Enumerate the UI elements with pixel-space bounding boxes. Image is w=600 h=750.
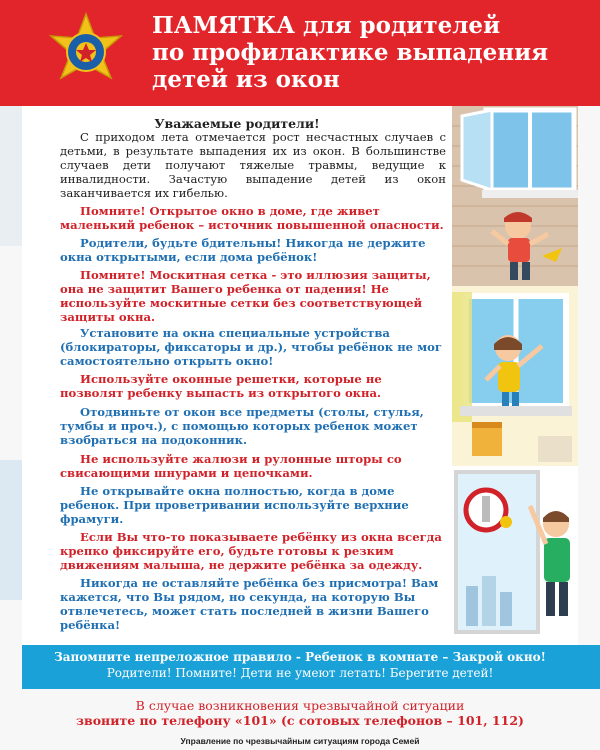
title-line-1: ПАМЯТКА для родителей	[152, 12, 501, 39]
window-lock-and-child-icon	[452, 466, 578, 645]
right-page-edge-red	[578, 0, 600, 106]
advice-paragraph-2: Родители, будьте бдительны! Никогда не держите окна открытыми, если дома ребёнок!	[60, 236, 426, 264]
advice-paragraph-4: Установите на окна специальные устройства (блокираторы, фиксаторы и др.), чтобы ребёнок не мог самостоятельно открыть окно!	[60, 326, 442, 368]
right-page-edge-blue	[578, 645, 600, 689]
emergency-line-1: В случае возникновения чрезвычайной ситуации	[135, 698, 465, 713]
title-line-3: детей из окон	[152, 66, 340, 93]
advice-paragraph-9: Если Вы что-то показываете ребёнку из окна всегда крепко фиксируйте его, будьте готовы к резким движениям малыша, не держите ребёнка за одежду.	[60, 530, 442, 572]
main-rule-text: Запомните непреложное правило - Ребенок в комнате – Закрой окно!	[54, 650, 546, 664]
page-title	[152, 12, 552, 93]
greeting: Уважаемые родители!	[154, 116, 320, 131]
child-at-window-scene	[452, 286, 578, 466]
advice-paragraph-3: Помните! Москитная сетка - это иллюзия защиты, она не защитит Вашего ребенка от падения! Не используйте москитные сетки без соответствующей защиты окна.	[60, 268, 431, 324]
advice-paragraph-7: Не используйте жалюзи и рулонные шторы со свисающими шнурами и цепочками.	[60, 452, 402, 480]
title-line-2: по профилактике выпадения	[152, 39, 549, 66]
left-page-edge-red	[0, 0, 22, 106]
emergency-ministry-emblem-icon	[44, 12, 128, 96]
left-page-edge-illustration	[0, 106, 22, 246]
emergency-phone-line: звоните по телефону «101» (с сотовых телефонов – 101, 112)	[76, 713, 524, 728]
illustrations-column	[452, 106, 578, 645]
advice-paragraph-8: Не открывайте окна полностью, когда в доме ребенок. При проветривании используйте верхние фрамуги.	[60, 484, 409, 526]
child-falling-from-window-icon	[452, 106, 578, 286]
left-page-edge-illustration-2	[0, 460, 22, 600]
right-page-edge	[578, 0, 600, 750]
advice-paragraph-1: Помните! Открытое окно в доме, где живет маленький ребенок – источник повышенной опасности.	[60, 204, 444, 232]
department-name: Управление по чрезвычайным ситуациям города Семей	[180, 736, 420, 746]
advice-paragraph-5: Используйте оконные решетки, которые не позволят ребенку выпасть из открытого окна.	[60, 372, 382, 400]
sub-rule-text: Родители! Помните! Дети не умеют летать! Берегите детей!	[106, 666, 494, 680]
advice-paragraph-10: Никогда не оставляйте ребёнка без присмотра! Вам кажется, что Вы рядом, но секунда, на которую Вы отвлечетесь, может стать последней в жизни Вашего ребёнка!	[60, 576, 439, 632]
intro-paragraph: С приходом лета отмечается рост несчастных случаев с детьми, в результате выпадения их из окон. В большинстве случаев дети получают тяжелые травмы, ведущие к инвалидности. Зачастую выпадение детей из окон заканчивается их гибелью.	[60, 130, 446, 200]
advice-paragraph-6: Отодвиньте от окон все предметы (столы, стулья, тумбы и проч.), с помощью которых ребенок может взобраться на подоконник.	[60, 405, 424, 447]
